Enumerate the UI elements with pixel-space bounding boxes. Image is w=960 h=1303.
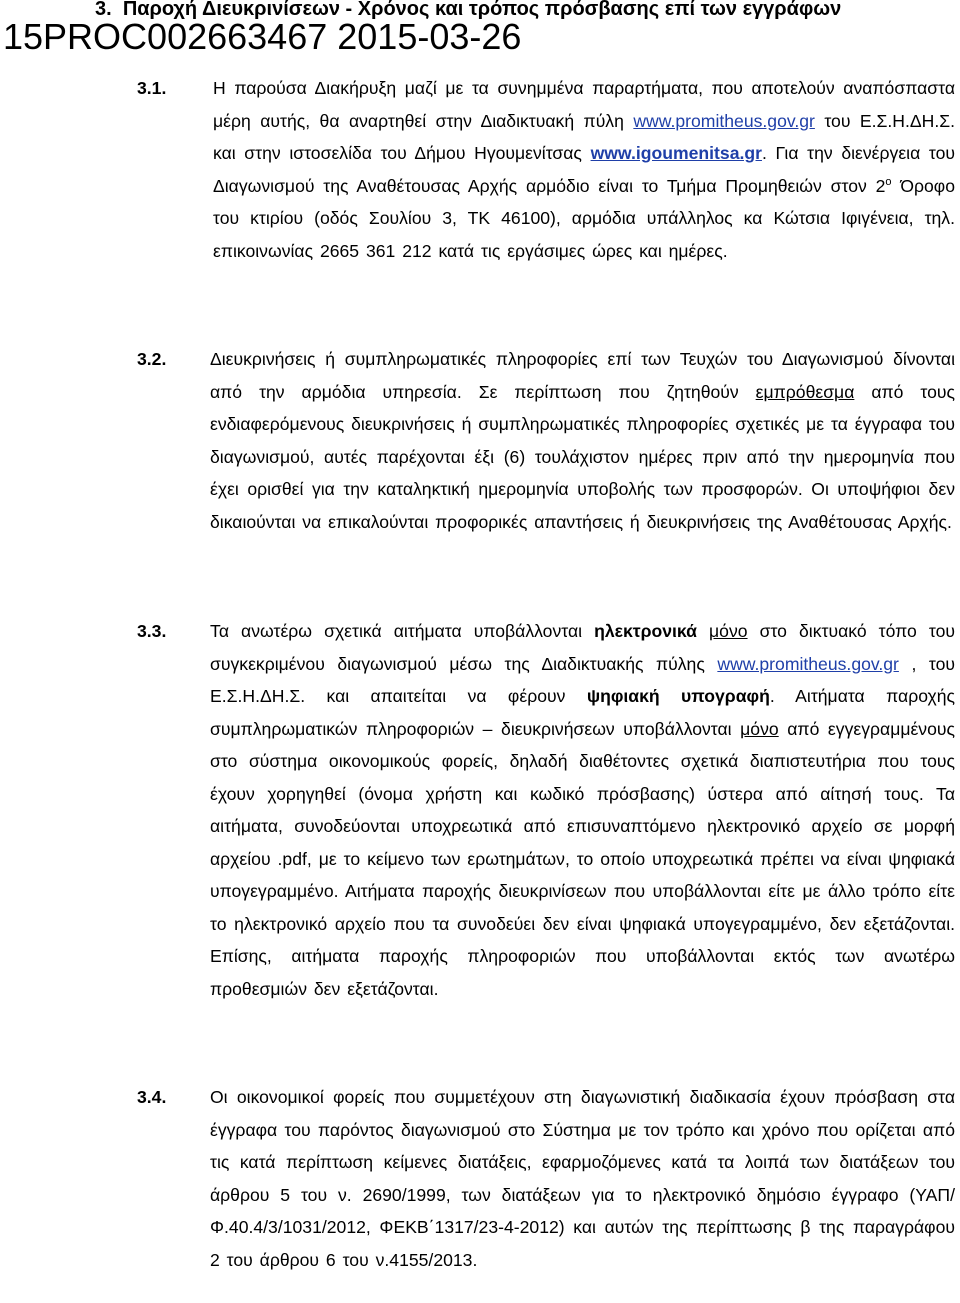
text-run: του Ε.Σ.Η.ΔΗ.Σ. και στην ιστοσελίδα του Δήμου Ηγουμενίτσας xyxy=(213,110,955,163)
paragraph-number: 3.1. xyxy=(137,78,167,98)
text-run: από τους ενδιαφερόμενους διευκρινήσεις ή συμπληρωματικές πληροφορίες σχετικές με τα έγγραφα του διαγωνισμού, αυτές παρέχονται έξι (6) τουλάχιστον ημέρες πριν από την ημερομηνία που έχει ορισθεί για την καταληκτική ημερομηνία υποβολής των προσφορών. Οι υποψήφιοι δεν δικαιούνται να επικαλούνται προφορικές απαντήσεις ή διευκρινήσεις της Αναθέτουσας Αρχής. xyxy=(210,381,955,532)
paragraph-text xyxy=(210,343,955,538)
paragraph-text xyxy=(210,615,955,1005)
text-run: , του Ε.Σ.Η.ΔΗ.Σ. και απαιτείται να φέρουν xyxy=(210,653,955,706)
underlined-text: μόνο xyxy=(740,718,779,739)
text-run: . Για την διενέργεια του Διαγωνισμού της Αναθέτουσας Αρχής αρμόδιο είναι το Τμήμα Προμηθειών στον 2 xyxy=(213,143,955,196)
paragraph-text xyxy=(213,72,955,267)
text-run: Οι οικονομικοί φορείς που συμμετέχουν στη διαγωνιστική διαδικασία έχουν πρόσβαση στα έγγραφα του παρόντος διαγωνισμού στο Σύστημα με τον τρόπο και χρόνο που ορίζεται από τις κατά περίπτωση κείμενες διατάξεις, εφαρμοζόμενες κατά τα λοιπά των διατάξεων του άρθρου 5 του ν. 2690/1999, των διατάξεων για το ηλεκτρονικό δημόσιο έγγραφο (ΥΑΠ/Φ.40.4/3/1031/2012, ΦΕΚΒ΄1317/23-4-2012) και αυτών της περίπτωσης β της παραγράφου 2 του άρθρου 6 του ν.4155/2013. xyxy=(210,1087,955,1270)
paragraph-number: 3.2. xyxy=(137,349,167,369)
paragraph-number: 3.4. xyxy=(137,1087,167,1107)
heading-number: 3. xyxy=(95,0,112,20)
promitheus-link[interactable]: www.promitheus.gov.gr xyxy=(633,110,815,131)
text-run xyxy=(697,621,709,641)
text-run: . Αιτήματα παροχής συμπληρωματικών πληροφοριών – διευκρινήσεων υποβάλλονται xyxy=(210,686,956,739)
bold-text: ηλεκτρονικά xyxy=(594,621,697,641)
text-run: από εγγεγραμμένους στο σύστημα οικονομικούς φορείς, δηλαδή διαθέτοντες σχετικά διαπιστευτήρια που τους έχουν χορηγηθεί (όνομα χρήστη και κωδικό πρόσβασης) ύστερα από αίτησή τους. Τα αιτήματα, συνοδεύονται υποχρεωτικά από επισυναπτόμενο ηλεκτρονικό αρχείο σε μορφή αρχείου .pdf, με το κείμενο των ερωτημάτων, το οποίο υποχρεωτικά πρέπει να είναι ψηφιακά υπογεγραμμένο. Αιτήματα παροχής διευκρινίσεων που υποβάλλονται είτε με άλλο τρόπο είτε το ηλεκτρονικό αρχείο που τα συνοδεύει δεν είναι ψηφιακά υπογεγραμμένο, δεν εξετάζονται. Επίσης, αιτήματα παροχής πληροφοριών που υποβάλλονται εκτός των ανωτέρω προθεσμιών δεν εξετάζονται. xyxy=(210,718,955,999)
underlined-text: εμπρόθεσμα xyxy=(755,381,855,402)
underlined-text: μόνο xyxy=(709,621,748,641)
paragraph-number: 3.3. xyxy=(137,621,167,641)
text-run: Όροφο του κτιρίου (οδός Σουλίου 3, ΤΚ 46100), αρμόδια υπάλληλος κα Κώτσια Ιφιγένεια, τηλ. επικοινωνίας 2665 361 212 κατά τις εργάσιμες ώρες και ημέρες. xyxy=(213,175,955,261)
text-run: Διευκρινήσεις ή συμπληρωματικές πληροφορίες επί των Τευχών του Διαγωνισμού δίνονται από την αρμόδια υπηρεσία. Σε περίπτωση που ζητηθούν xyxy=(210,349,955,402)
igoumenitsa-link[interactable]: www.igoumenitsa.gr xyxy=(590,143,762,163)
text-run: Η παρούσα Διακήρυξη μαζί με τα συνημμένα παραρτήματα, που αποτελούν αναπόσπαστα μέρη αυτής, θα αναρτηθεί στην Διαδικτυακή πύλη xyxy=(213,78,955,131)
superscript: ο xyxy=(885,175,892,188)
paragraph-text xyxy=(210,1081,955,1276)
document-id-watermark: 15PROC002663467 2015-03-26 xyxy=(3,16,522,57)
section-heading xyxy=(95,0,955,23)
text-run: Τα ανωτέρω σχετικά αιτήματα υποβάλλονται xyxy=(210,621,595,641)
bold-text: ψηφιακή υπογραφή xyxy=(586,686,770,706)
text-run: στο δικτυακό τόπο του συγκεκριμένου διαγωνισμού μέσω της Διαδικτυακής πύλης xyxy=(210,621,955,674)
promitheus-link[interactable]: www.promitheus.gov.gr xyxy=(717,653,899,674)
heading-title: Παροχή Διευκρινίσεων - Χρόνος και τρόπος πρόσβασης επί των εγγράφων xyxy=(122,0,842,20)
